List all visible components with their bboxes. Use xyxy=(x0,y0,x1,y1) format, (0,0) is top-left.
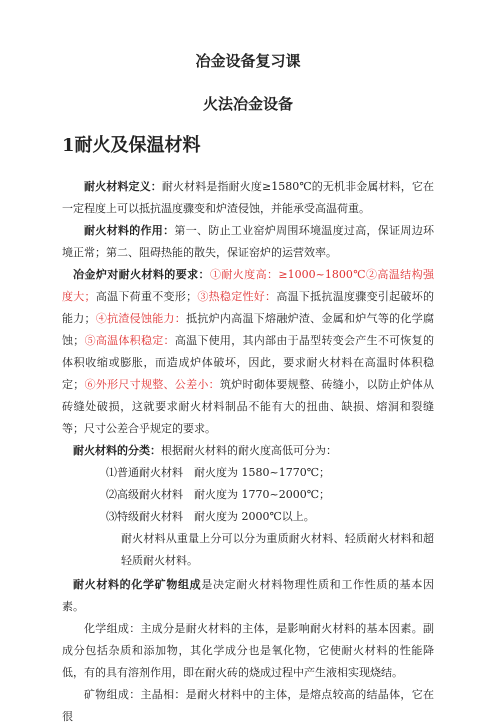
requirement-6-text: 筑炉时砌体要规整、砖缝小，以防止炉体从砖缝处破损，这就要求耐火材料制品不能有大的扭曲、缺损、熔洞和裂缝等；尺寸公差合乎规定的要求。 xyxy=(62,378,434,435)
requirement-3: ③热稳定性好： xyxy=(197,290,277,303)
requirement-4-text: 抵抗炉内高温下熔融炉渣、金属和炉气等的化学腐蚀； xyxy=(62,312,434,347)
requirement-4: ④抗渣侵蚀能力： xyxy=(95,312,187,325)
classification-item-2: ⑵高级耐火材料 耐火度为 1770~2000℃； xyxy=(106,488,331,501)
classification-item-3: ⑶特级耐火材料 耐火度为 2000℃以上。 xyxy=(106,510,315,523)
requirement-2-text: 高温下荷重不变形； xyxy=(95,290,198,303)
classification-intro xyxy=(73,440,337,462)
classification-label: 耐火材料的分类： xyxy=(73,444,161,457)
requirements-label: 冶金炉对耐火材料的要求： xyxy=(73,268,210,281)
function-label: 耐火材料的作用： xyxy=(84,224,175,237)
paragraph-definition xyxy=(62,176,434,220)
definition-label: 耐火材料定义： xyxy=(84,180,162,193)
classification-weight: 耐火材料从重量上分可以分为重质耐火材料、轻质耐火材料和超轻质耐火材料。 xyxy=(121,532,434,567)
classification-text: 根据耐火材料的耐火度高低可分为： xyxy=(161,444,337,457)
paragraph-function xyxy=(62,220,434,264)
paragraph-chemical-composition: 化学组成：主成分是耐火材料的主体，是影响耐火材料的基本因素。副成分包括杂质和添加物，其化学成分也是氧化物，它使耐火材料的性能降低，有的具有溶剂作用，即在耐火砖的烧成过程中产生液相实现烧结。 xyxy=(62,622,434,679)
classification-item-1: ⑴普通耐火材料 耐火度为 1580~1770℃； xyxy=(106,466,331,479)
requirement-3-text: 高温下抵抗温度骤变引起破坏的能力； xyxy=(62,290,434,325)
document-title: 冶金设备复习课 xyxy=(195,52,301,70)
section-number: 1 xyxy=(62,135,75,156)
paragraph-requirements xyxy=(62,264,434,440)
section-heading xyxy=(62,131,201,157)
requirement-5-text: 高温下使用，其内部由于晶型转变会产生不可恢复的体积收缩或膨胀，而造成炉体破坏，因此，要求耐火材料在高温时体积稳定； xyxy=(62,334,434,391)
composition-text: 是决定耐火材料物理性质和工作性质的基本因素。 xyxy=(62,578,435,613)
definition-text: 耐火材料是指耐火度≥1580℃的无机非金属材料，它在一定程度上可以抵抗温度骤变和炉渣侵蚀，并能承受高温荷重。 xyxy=(62,180,435,215)
document-subtitle: 火法冶金设备 xyxy=(202,95,293,113)
composition-label: 耐火材料的化学矿物组成 xyxy=(73,578,202,591)
function-text: 第一、防止工业窑炉周围环境温度过高，保证周边环境正常；第二、阻碍热能的散失，保证窑炉的运营效率。 xyxy=(62,224,435,259)
requirement-1-2: ①耐火度高：≥1000~1800℃②高温结构强度大； xyxy=(62,268,435,303)
requirement-5: ⑤高温体积稳定： xyxy=(84,334,175,347)
requirement-6: ⑥外形尺寸规整、公差小： xyxy=(84,378,220,391)
paragraph-composition xyxy=(62,574,434,618)
paragraph-mineral-composition: 矿物组成：主晶相：是耐火材料中的主体，是熔点较高的结晶体，它在很 xyxy=(62,688,434,723)
section-title: 耐火及保温材料 xyxy=(74,135,201,156)
